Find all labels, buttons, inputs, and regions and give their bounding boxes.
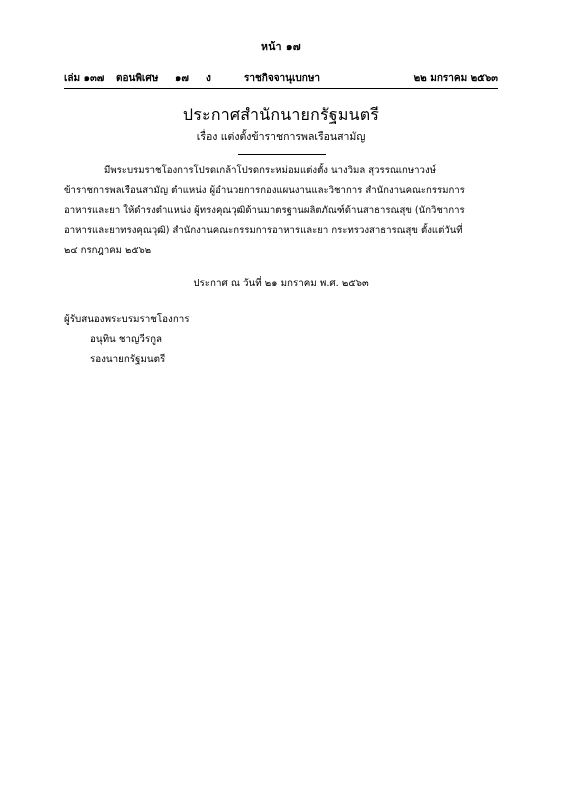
countersign-label: ผู้รับสนองพระบรมราชโองการ [64, 314, 190, 325]
signatory-position: รองนายกรัฐมนตรี [90, 354, 166, 365]
body-line: อาหารและยา ให้ดำรงตำแหน่ง ผู้ทรงคุณวุฒิด้านมาตรฐานผลิตภัณฑ์ด้านสาธารณสุข (นักวิชาการ [64, 205, 465, 216]
header-section: ง [206, 73, 211, 84]
body-line: มีพระบรมราชโองการโปรดเกล้าโปรดกระหม่อมแต่งตั้ง นางวิมล สุวรรณเกษาวงษ์ [104, 165, 436, 176]
document-subject: เรื่อง แต่งตั้งข้าราชการพลเรือนสามัญ [196, 131, 366, 143]
header-issue-number: ๑๗ [175, 73, 189, 84]
body-line: ๒๔ กรกฎาคม ๒๕๖๒ [64, 245, 152, 256]
header-issue-label: ตอนพิเศษ [116, 73, 159, 84]
document-title: ประกาศสำนักนายกรัฐมนตรี [182, 105, 380, 124]
announcement-date: ประกาศ ณ วันที่ ๒๑ มกราคม พ.ศ. ๒๕๖๓ [193, 278, 369, 289]
header-date: ๒๒ มกราคม ๒๕๖๓ [413, 73, 498, 84]
title-divider [238, 154, 326, 155]
header-divider [64, 88, 498, 89]
signatory-name: อนุทิน ชาญวีรกูล [90, 334, 163, 345]
header-gazette-name: ราชกิจจานุเบกษา [244, 73, 321, 84]
header-volume: เล่ม ๑๓๗ [64, 73, 105, 84]
body-line: ข้าราชการพลเรือนสามัญ ตำแหน่ง ผู้อำนวยการกองแผนงานและวิชาการ สำนักงานคณะกรรมการ [64, 185, 465, 196]
body-line: อาหารและยาทรงคุณวุฒิ) สำนักงานคณะกรรมการอาหารและยา กระทรวงสาธารณสุข ตั้งแต่วันที่ [64, 225, 463, 236]
page-number: หน้า ๑๗ [260, 41, 301, 53]
gazette-header [64, 71, 498, 87]
